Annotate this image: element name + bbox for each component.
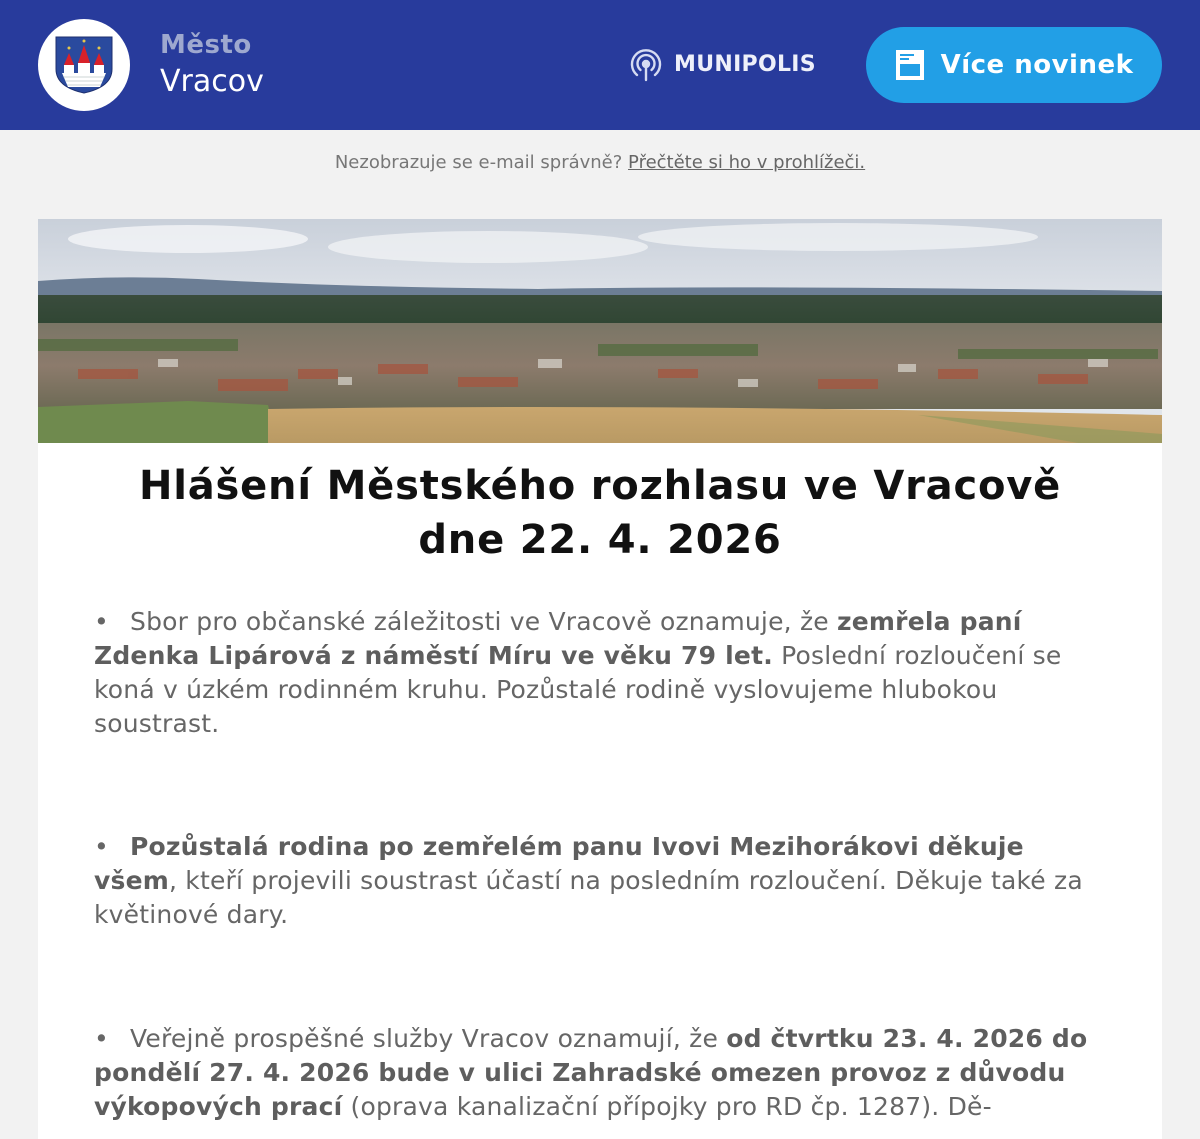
bullet: • xyxy=(94,832,109,861)
news-icon xyxy=(895,49,925,81)
city-logo[interactable] xyxy=(38,19,130,111)
city-label: Město xyxy=(160,30,252,60)
item-bold-text: od čtvrtku 23. 4. 2026 do pondělí 27. 4. 2026 bude v ulici Zahradské omezen provoz z důvodu výkopových prací xyxy=(94,1024,1088,1121)
brand-name: MUNIPOLIS xyxy=(674,51,816,77)
item-bold-text: zemřela paní Zdenka Lipárová z náměstí Míru ve věku 79 let. xyxy=(94,607,1022,670)
more-news-button[interactable] xyxy=(866,27,1162,103)
announcement-item xyxy=(94,1022,1104,1124)
bullet: • xyxy=(94,607,109,636)
header xyxy=(0,0,1200,130)
title-line-2: dne 22. 4. 2026 xyxy=(418,517,782,563)
notice-text: Nezobrazuje se e-mail správně? xyxy=(334,152,629,173)
bullet: • xyxy=(94,1024,109,1053)
city-name: Vracov xyxy=(160,64,264,99)
item-text: , kteří projevili soustrast účastí na posledním rozloučení. Děkuje také za květinové dary. xyxy=(94,866,1083,929)
view-in-browser-notice xyxy=(0,152,1200,173)
view-in-browser-link[interactable]: Přečtěte si ho v prohlížeči. xyxy=(628,152,866,173)
munipolis-brand[interactable] xyxy=(626,44,816,84)
item-text: Poslední rozloučení se koná v úzkém rodinném kruhu. Pozůstalé rodině vyslovujeme hlubokou soustrast. xyxy=(94,641,1062,738)
town-banner-image xyxy=(38,219,1162,443)
announcement-title xyxy=(38,459,1162,567)
coat-of-arms-icon xyxy=(54,35,114,95)
item-text: (oprava kanalizační přípojky pro RD čp. 1287). Dě- xyxy=(342,1092,992,1121)
announcement-item xyxy=(94,830,1104,932)
title-line-1: Hlášení Městského rozhlasu ve Vracově xyxy=(138,463,1062,509)
item-text: Sbor pro občanské záležitosti ve Vracově oznamuje, že xyxy=(130,607,838,636)
announcement-item xyxy=(94,605,1104,741)
item-text: Veřejně prospěšné služby Vracov oznamují, že xyxy=(130,1024,727,1053)
more-news-label: Více novinek xyxy=(940,50,1134,80)
broadcast-icon xyxy=(626,44,666,84)
item-bold-text: Pozůstalá rodina po zemřelém panu Ivovi Mezihorákovi děkuje všem xyxy=(94,832,1024,895)
newsletter-card xyxy=(38,219,1162,1139)
